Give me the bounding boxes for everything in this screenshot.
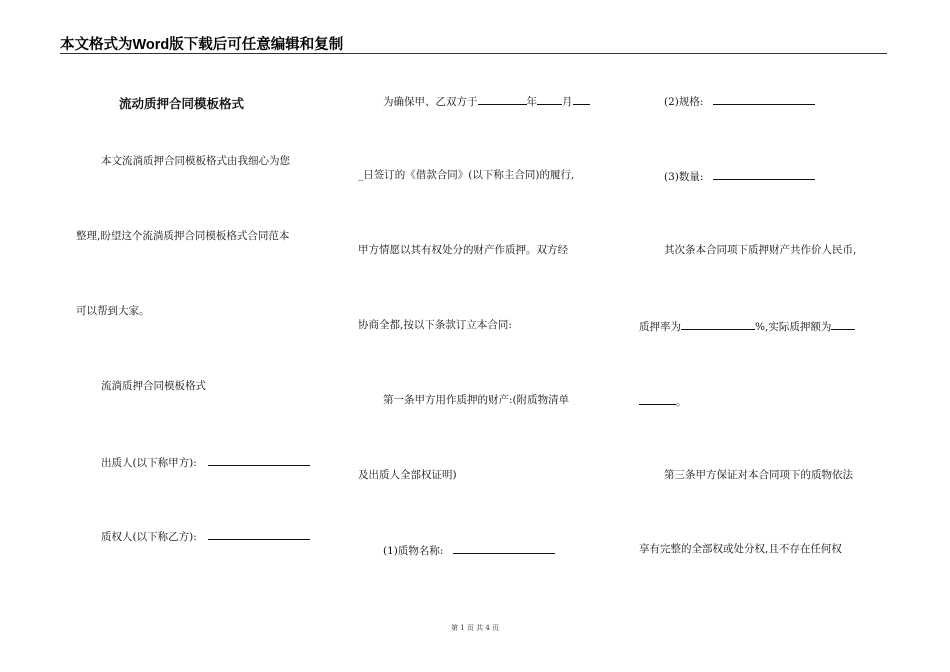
quantity-field-row xyxy=(664,169,815,183)
pledge-rate-label: 质押率为 xyxy=(639,321,681,333)
section-heading: 流淌质押合同模板格式 xyxy=(101,380,206,392)
quantity-blank xyxy=(713,169,815,180)
date-text-part: 为确保甲、乙双方于 xyxy=(383,96,478,108)
page-number-footer: 第 1 页 共 4 页 xyxy=(450,624,500,632)
date-text-part: 年 xyxy=(526,96,537,108)
pledgor-blank xyxy=(208,455,310,466)
paragraph-line: 整理,盼望这个流淌质押合同模板格式合同范本 xyxy=(76,230,290,242)
date-field-row xyxy=(383,94,590,108)
paragraph-line: 协商全都,按以下条款订立本合同: xyxy=(358,319,512,331)
pledgee-label: 质权人(以下称乙方): xyxy=(101,531,197,543)
item-name-blank xyxy=(453,543,555,554)
quantity-label: (3)数量: xyxy=(664,171,704,183)
spec-label: (2)规格: xyxy=(664,96,704,108)
document-title: 流动质押合同模板格式 xyxy=(119,96,245,111)
period-text: 。 xyxy=(676,396,687,408)
spec-blank xyxy=(713,94,815,105)
paragraph-line: 甲方情愿以其有权处分的财产作质押。双方经 xyxy=(358,244,568,256)
item-name-label: (1)质物名称: xyxy=(383,545,444,557)
date-blank xyxy=(573,94,590,105)
pledgee-blank xyxy=(208,529,310,540)
article-heading: 第一条甲方用作质押的财产:(附质物清单 xyxy=(383,394,570,406)
paragraph-line: _日签订的《借款合同》(以下称主合同)的履行, xyxy=(358,169,575,181)
pledge-amount-blank xyxy=(831,319,855,330)
pledge-rate-blank xyxy=(681,319,755,330)
article-heading: 其次条本合同项下质押财产共作价人民币, xyxy=(664,244,857,256)
pledge-rate-row xyxy=(639,319,855,333)
paragraph-line: 可以帮到大家。 xyxy=(76,305,150,317)
pledgee-field-row xyxy=(101,529,310,543)
document-header: 本文格式为Word版下载后可任意编辑和复制 xyxy=(60,37,344,53)
header-rule xyxy=(60,53,887,54)
date-blank xyxy=(537,94,562,105)
date-text-part: 月 xyxy=(562,96,573,108)
paragraph-line: 及出质人全部权证明) xyxy=(358,469,457,481)
article-heading: 第三条甲方保证对本合同项下的质物依法 xyxy=(664,469,853,481)
pledge-amount-continued xyxy=(639,394,687,408)
pledge-amount-blank xyxy=(639,394,676,405)
pledgor-field-row xyxy=(101,455,310,469)
paragraph-line: 本文流淌质押合同模板格式由我细心为您 xyxy=(101,155,290,167)
date-blank xyxy=(478,94,527,105)
pledgor-label: 出质人(以下称甲方): xyxy=(101,457,197,469)
pledge-amount-label: %,实际质押额为 xyxy=(755,321,832,333)
item-name-field-row xyxy=(383,543,555,557)
paragraph-line: 享有完整的全部权或处分权,且不存在任何权 xyxy=(639,543,842,555)
spec-field-row xyxy=(664,94,815,108)
